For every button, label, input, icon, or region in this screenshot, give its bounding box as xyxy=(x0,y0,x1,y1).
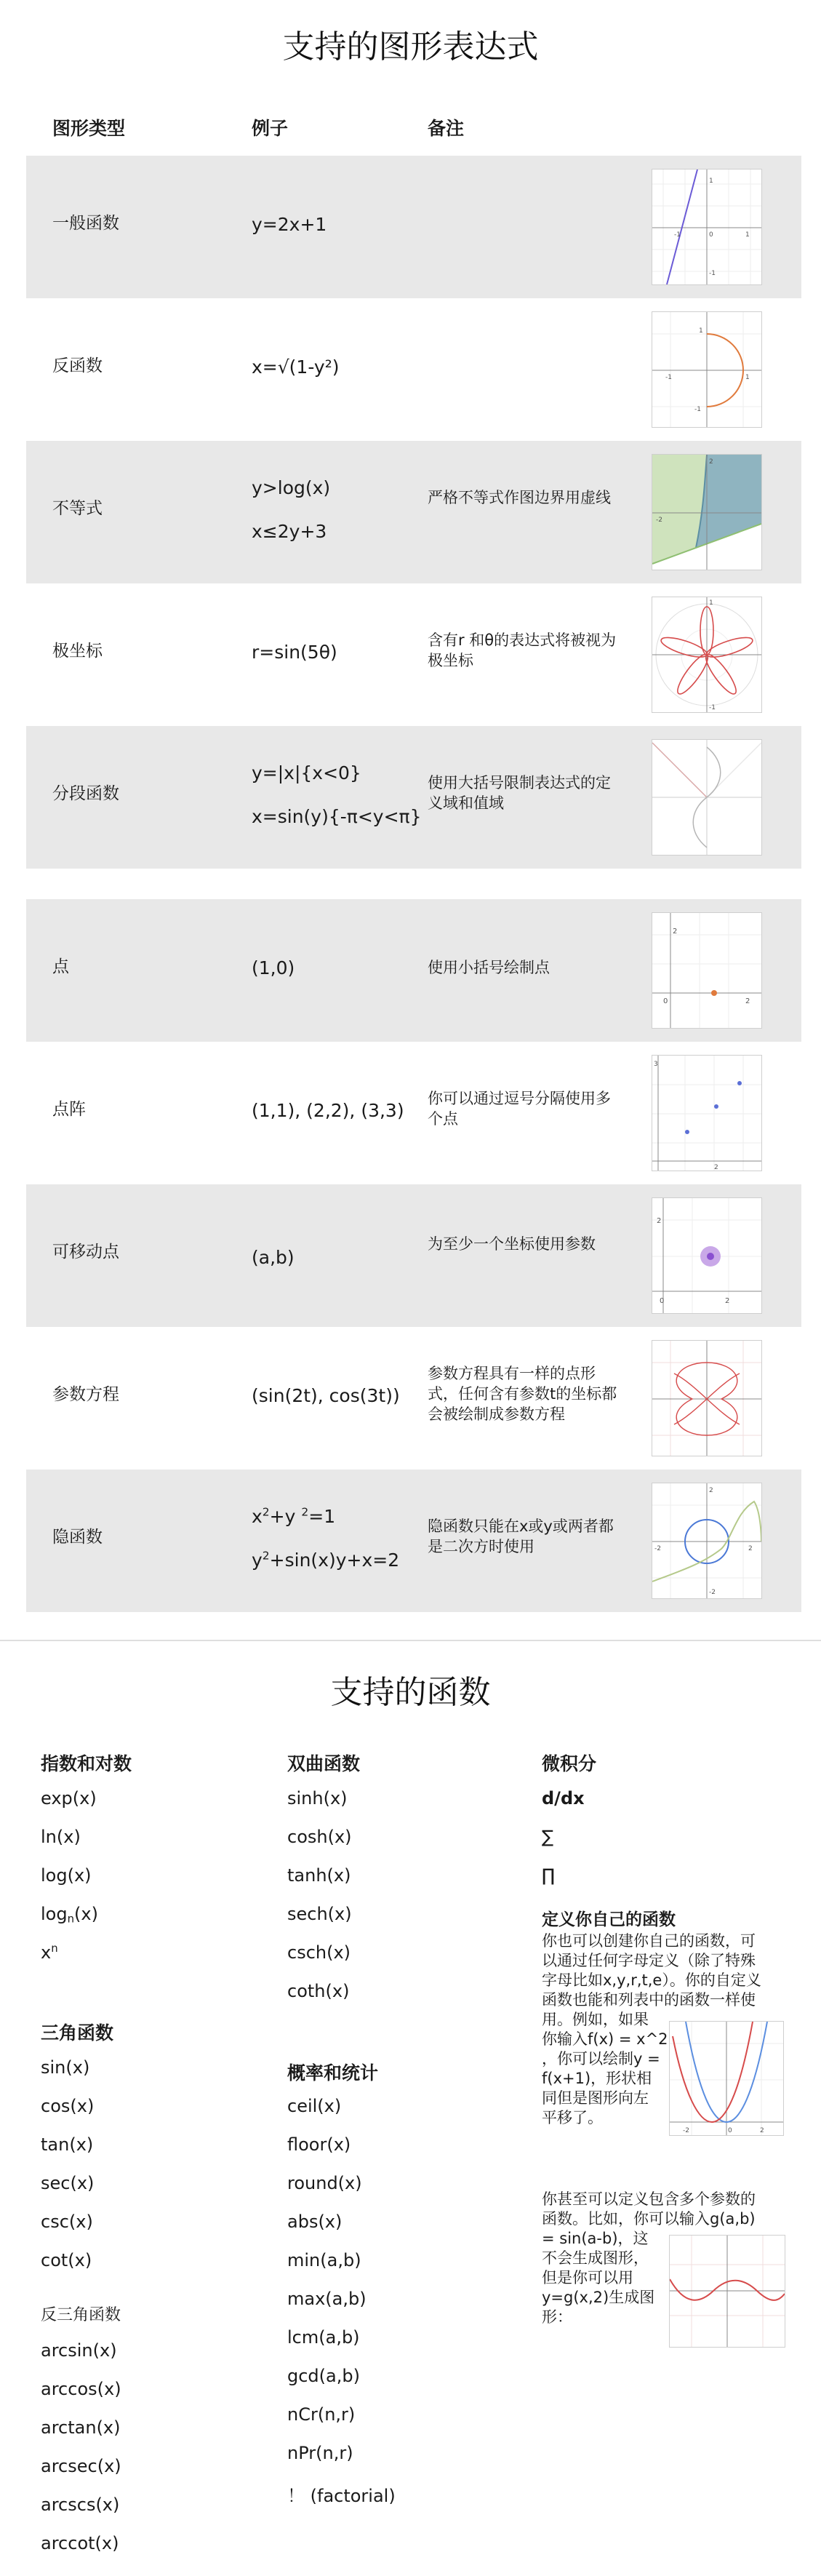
function-item: ln(x) xyxy=(41,1827,81,1847)
tick-label: -1 xyxy=(674,231,681,239)
tick-label: 0 xyxy=(709,231,713,239)
paragraph-line: = sin(a-b)，这 xyxy=(542,2230,649,2247)
paragraph-line: 函数也能和列表中的函数一样使 xyxy=(542,1991,756,2009)
function-item: nPr(n,r) xyxy=(287,2443,353,2463)
row-example: (1,1), (2,2), (3,3) xyxy=(252,1100,404,1121)
row-note: 使用大括号限制表达式的定义域和值域 xyxy=(428,774,611,812)
graph-thumbnail xyxy=(652,597,762,713)
function-item-part: n xyxy=(51,1942,58,1955)
function-item: arcscs(x) xyxy=(41,2495,120,2515)
table-row xyxy=(26,726,801,869)
function-item-part: (x) xyxy=(74,1904,98,1924)
column-header-type: 图形类型 xyxy=(52,118,126,139)
paragraph-line: 但是你可以用 xyxy=(542,2269,633,2286)
row-example: x=√(1-y²) xyxy=(252,356,340,378)
column-header-example: 例子 xyxy=(252,118,289,139)
paragraph-line: 你也可以创建你自己的函数，可 xyxy=(542,1932,756,1950)
row-name: 可移动点 xyxy=(52,1243,119,1261)
tick-label: -1 xyxy=(694,406,701,413)
tick-label: -1 xyxy=(709,270,716,277)
row-note: 为至少一个坐标使用参数 xyxy=(428,1235,596,1253)
paragraph-line: 你甚至可以定义包含多个参数的 xyxy=(542,2190,756,2208)
row-name: 参数方程 xyxy=(52,1385,119,1404)
function-item: d/dx xyxy=(542,1788,585,1809)
tick-label: 3 xyxy=(654,1061,658,1068)
function-item: ！ (factorial) xyxy=(287,2486,396,2506)
paragraph-line: 函数。比如，你可以输入g(a,b) xyxy=(542,2210,756,2228)
paragraph-line: 你输入f(x) = x^2 xyxy=(542,2030,668,2048)
function-item: ceil(x) xyxy=(287,2096,342,2116)
function-item: arcsec(x) xyxy=(41,2456,121,2476)
graph-thumbnail xyxy=(652,1055,762,1171)
row-example: y>log(x) xyxy=(252,477,331,498)
tick-label: -2 xyxy=(654,1545,661,1552)
table-row xyxy=(26,1184,801,1327)
paragraph-line: 同但是图形向左 xyxy=(542,2089,649,2107)
tick-label: 1 xyxy=(709,599,713,607)
tick-label: 1 xyxy=(745,231,750,239)
paragraph-line: 用。例如，如果 xyxy=(542,2011,649,2028)
tick-label: 2 xyxy=(673,928,678,936)
function-item: csc(x) xyxy=(41,2212,93,2232)
paragraph-line: 平移了。 xyxy=(542,2109,603,2126)
category-title: 反三角函数 xyxy=(41,2306,121,2324)
tick-label: 1 xyxy=(745,374,750,381)
function-item: lcm(a,b) xyxy=(287,2327,360,2348)
table-row xyxy=(26,156,801,298)
table-row xyxy=(26,583,801,726)
category-title: 三角函数 xyxy=(41,2022,114,2043)
tick-label: 2 xyxy=(745,997,750,1005)
function-item xyxy=(41,1942,58,1963)
table-row xyxy=(26,441,801,583)
custom-function-title: 定义你自己的函数 xyxy=(542,1910,676,1929)
row-note: 使用小括号绘制点 xyxy=(428,959,550,976)
table-row xyxy=(26,1327,801,1470)
row-example: $y^2+\sin(x)y+x=2$ xyxy=(252,1549,400,1571)
function-item: sec(x) xyxy=(41,2173,95,2193)
row-name: 极坐标 xyxy=(52,642,103,661)
category-title: 指数和对数 xyxy=(41,1753,132,1774)
column-header-note: 备注 xyxy=(428,118,465,139)
row-example: x≤2y+3 xyxy=(252,521,327,542)
tick-label: -1 xyxy=(665,374,672,381)
row-name: 不等式 xyxy=(52,499,103,518)
row-note: 你可以通过逗号分隔使用多个点 xyxy=(428,1090,611,1128)
tick-label: -2 xyxy=(656,517,662,524)
section-divider xyxy=(0,1640,821,1641)
table-row xyxy=(26,298,801,441)
function-item-part: n xyxy=(67,1912,75,1926)
function-item: cosh(x) xyxy=(287,1827,352,1847)
paragraph-line: 形： xyxy=(542,2308,572,2326)
paragraph-line: 字母比如x,y,r,t,e）。你的自定义 xyxy=(542,1971,761,1989)
function-item-part: log xyxy=(41,1904,68,1924)
page-title: 支持的图形表达式 xyxy=(282,28,539,65)
function-item: arctan(x) xyxy=(41,2417,121,2438)
category-title: 概率和统计 xyxy=(287,2062,379,2083)
function-item xyxy=(41,1904,98,1924)
function-item: csch(x) xyxy=(287,1942,351,1963)
custom-function-graph xyxy=(669,2021,784,2136)
tick-label: 2 xyxy=(709,458,713,466)
paragraph-line: 不会生成图形， xyxy=(542,2249,649,2267)
row-note: 参数方程具有一样的点形式，任何含有参数t的坐标都会被绘制成参数方程 xyxy=(428,1365,617,1423)
row-name: 隐函数 xyxy=(52,1528,103,1547)
paragraph-line: ，你可以绘制y = xyxy=(542,2050,660,2067)
function-item-part: x xyxy=(41,1942,52,1963)
paragraph-line: y=g(x,2)生成图 xyxy=(542,2289,655,2306)
tick-label: 1 xyxy=(699,327,703,335)
graph-thumbnail xyxy=(652,739,762,856)
function-item: arcsin(x) xyxy=(41,2340,117,2361)
tick-label: 2 xyxy=(748,1545,753,1552)
row-note: 隐函数只能在x或y或两者都是二次方时使用 xyxy=(428,1518,614,1555)
function-item: coth(x) xyxy=(287,1981,350,2001)
function-item: sech(x) xyxy=(287,1904,352,1924)
tick-label: 0 xyxy=(660,1297,665,1305)
tick-label: 0 xyxy=(728,2127,732,2134)
tick-label: 2 xyxy=(714,1164,718,1171)
function-item: cot(x) xyxy=(41,2250,92,2270)
row-example: (a,b) xyxy=(252,1247,295,1268)
multi-param-graph xyxy=(669,2235,785,2348)
functions-title: 支持的函数 xyxy=(330,1674,491,1711)
function-item: arccos(x) xyxy=(41,2379,121,2399)
tick-label: 2 xyxy=(760,2127,764,2134)
row-example: x=sin(y){-π<y<π} xyxy=(252,806,422,827)
row-note: 严格不等式作图边界用虚线 xyxy=(428,489,611,506)
table-row xyxy=(26,899,801,1042)
tick-label: 1 xyxy=(709,178,713,185)
graph-thumbnail xyxy=(652,169,762,285)
tick-label: 2 xyxy=(657,1217,662,1225)
tick-label: -1 xyxy=(709,704,716,711)
row-note: 含有r 和θ的表达式将被视为极坐标 xyxy=(428,631,617,669)
function-item: exp(x) xyxy=(41,1788,97,1809)
category-title: 双曲函数 xyxy=(287,1753,361,1774)
row-name: 反函数 xyxy=(52,356,103,375)
function-item: log(x) xyxy=(41,1865,92,1886)
row-example: y=|x|{x<0} xyxy=(252,762,361,783)
paragraph-line: 以通过任何字母定义（除了特殊 xyxy=(542,1952,756,1969)
function-item: floor(x) xyxy=(287,2134,351,2155)
function-item: sin(x) xyxy=(41,2057,90,2078)
row-name: 点 xyxy=(52,957,69,976)
row-example: (sin(2t), cos(3t)) xyxy=(252,1385,400,1406)
graph-thumbnail xyxy=(652,1340,762,1456)
tick-label: -2 xyxy=(709,1589,716,1596)
category-title: 微积分 xyxy=(542,1753,597,1774)
row-name: 点阵 xyxy=(52,1100,86,1119)
function-item: gcd(a,b) xyxy=(287,2366,360,2386)
tick-label: -2 xyxy=(683,2127,689,2134)
function-item: min(a,b) xyxy=(287,2250,361,2270)
table-row xyxy=(26,1042,801,1184)
tick-label: 0 xyxy=(663,997,668,1005)
function-item: round(x) xyxy=(287,2173,362,2193)
graph-thumbnail xyxy=(652,454,762,570)
function-item: cos(x) xyxy=(41,2096,95,2116)
function-item: sinh(x) xyxy=(287,1788,348,1809)
function-item: nCr(n,r) xyxy=(287,2404,356,2425)
row-example: y=2x+1 xyxy=(252,214,327,235)
row-example: r=sin(5θ) xyxy=(252,642,337,663)
paragraph-line: f(x+1)，形状相 xyxy=(542,2070,652,2087)
graph-thumbnail xyxy=(652,311,762,428)
row-example: (1,0) xyxy=(252,957,295,978)
graph-thumbnail xyxy=(652,1197,762,1314)
tick-label: 2 xyxy=(725,1297,730,1305)
graph-thumbnail xyxy=(652,1483,762,1599)
function-item: arccot(x) xyxy=(41,2533,119,2553)
function-item: tanh(x) xyxy=(287,1865,351,1886)
row-name: 一般函数 xyxy=(52,214,119,233)
table-row xyxy=(26,1470,801,1612)
function-item: abs(x) xyxy=(287,2212,343,2232)
graph-thumbnail xyxy=(652,912,762,1029)
tick-label: 2 xyxy=(709,1487,713,1494)
function-item: ∑ xyxy=(542,1827,554,1847)
function-item: ∏ xyxy=(542,1865,556,1886)
row-example: $x^2+y$ $^2$=1 xyxy=(252,1505,336,1527)
function-item: tan(x) xyxy=(41,2134,94,2155)
function-item: max(a,b) xyxy=(287,2289,367,2309)
row-name: 分段函数 xyxy=(52,784,119,803)
